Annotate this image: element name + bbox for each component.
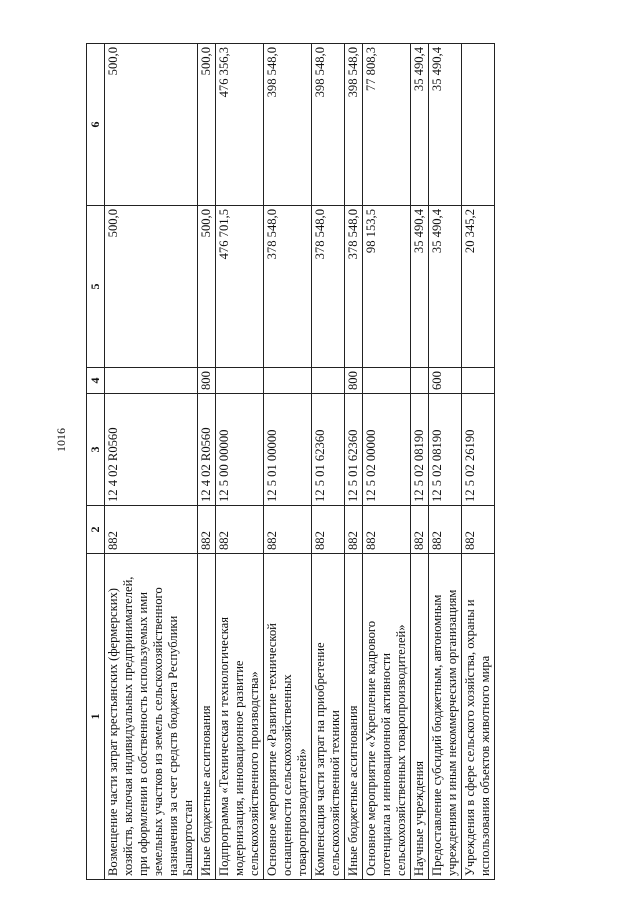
amount-year1-cell: 20 345,2 xyxy=(462,206,495,368)
amount-year1-cell: 378 548,0 xyxy=(264,206,312,368)
amount-year2-cell: 398 548,0 xyxy=(312,44,345,206)
table-row xyxy=(312,44,345,880)
header-cell: 5 xyxy=(87,206,105,368)
amount-year2-cell: 35 490,4 xyxy=(429,44,462,206)
table-row xyxy=(105,44,198,880)
target-article-cell: 12 4 02 R0560 xyxy=(105,394,198,506)
expense-type-cell xyxy=(105,368,198,394)
row-name-cell: Иные бюджетные ассигнования xyxy=(198,554,216,880)
target-article-cell: 12 5 01 00000 xyxy=(264,394,312,506)
table-row xyxy=(411,44,429,880)
expense-type-cell: 800 xyxy=(345,368,363,394)
row-name-cell: Основное мероприятие «Укрепление кадрового потенциала и инновационной активности сельскохозяйственных товаропроизводителей» xyxy=(363,554,411,880)
target-article-cell: 12 5 02 26190 xyxy=(462,394,495,506)
amount-year1-cell: 378 548,0 xyxy=(312,206,345,368)
ministry-code-cell: 882 xyxy=(411,506,429,554)
ministry-code-cell: 882 xyxy=(198,506,216,554)
table-row xyxy=(264,44,312,880)
row-name-cell: Компенсация части затрат на приобретение сельскохозяйственной техники xyxy=(312,554,345,880)
row-name-cell: Предоставление субсидий бюджетным, автономным учреждениям и иным некоммерческим организациям xyxy=(429,554,462,880)
amount-year2-cell: 500,0 xyxy=(105,44,198,206)
amount-year2-cell xyxy=(462,44,495,206)
rotated-page-content xyxy=(86,44,552,880)
amount-year2-cell: 398 548,0 xyxy=(345,44,363,206)
expense-type-cell xyxy=(216,368,264,394)
amount-year1-cell: 476 701,5 xyxy=(216,206,264,368)
expense-type-cell xyxy=(363,368,411,394)
target-article-cell: 12 5 02 08190 xyxy=(429,394,462,506)
ministry-code-cell: 882 xyxy=(363,506,411,554)
amount-year2-cell: 77 808,3 xyxy=(363,44,411,206)
amount-year1-cell: 98 153,5 xyxy=(363,206,411,368)
ministry-code-cell: 882 xyxy=(105,506,198,554)
row-name-cell: Научные учреждения xyxy=(411,554,429,880)
table-row xyxy=(198,44,216,880)
row-name-cell: Учреждения в сфере сельского хозяйства, охраны и использования объектов животного мира xyxy=(462,554,495,880)
target-article-cell: 12 5 00 00000 xyxy=(216,394,264,506)
amount-year2-cell: 500,0 xyxy=(198,44,216,206)
page-number: 1016 xyxy=(54,428,68,452)
header-cell: 3 xyxy=(87,394,105,506)
table-header-row xyxy=(87,44,105,880)
expense-type-cell xyxy=(264,368,312,394)
table-row xyxy=(462,44,495,880)
table-row xyxy=(429,44,462,880)
amount-year2-cell: 476 356,3 xyxy=(216,44,264,206)
amount-year1-cell: 500,0 xyxy=(198,206,216,368)
row-name-cell: Подпрограмма «Техническая и технологическая модернизация, инновационное развитие сельскохозяйственного производства» xyxy=(216,554,264,880)
amount-year1-cell: 35 490,4 xyxy=(411,206,429,368)
amount-year1-cell: 378 548,0 xyxy=(345,206,363,368)
table-row xyxy=(216,44,264,880)
row-name-cell: Основное мероприятие «Развитие технической оснащенности сельскохозяйственных товаропроизводителей» xyxy=(264,554,312,880)
amount-year1-cell: 500,0 xyxy=(105,206,198,368)
ministry-code-cell: 882 xyxy=(429,506,462,554)
ministry-code-cell: 882 xyxy=(264,506,312,554)
expense-type-cell: 800 xyxy=(198,368,216,394)
expense-type-cell xyxy=(312,368,345,394)
budget-table xyxy=(86,43,495,880)
target-article-cell: 12 5 02 08190 xyxy=(411,394,429,506)
amount-year2-cell: 35 490,4 xyxy=(411,44,429,206)
amount-year1-cell: 35 490,4 xyxy=(429,206,462,368)
amount-year2-cell: 398 548,0 xyxy=(264,44,312,206)
expense-type-cell xyxy=(462,368,495,394)
table-row xyxy=(345,44,363,880)
ministry-code-cell: 882 xyxy=(462,506,495,554)
ministry-code-cell: 882 xyxy=(312,506,345,554)
row-name-cell: Возмещение части затрат крестьянских (фермерских) хозяйств, включая индивидуальных предпринимателей, при оформлении в собственность используемых ими земельных участков из земель сельскохозяйственного назначения за счет средств бюджета Республики Башкортостан xyxy=(105,554,198,880)
ministry-code-cell: 882 xyxy=(345,506,363,554)
expense-type-cell: 600 xyxy=(429,368,462,394)
target-article-cell: 12 5 02 00000 xyxy=(363,394,411,506)
header-cell: 1 xyxy=(87,554,105,880)
target-article-cell: 12 5 01 62360 xyxy=(312,394,345,506)
table-body xyxy=(105,44,495,880)
ministry-code-cell: 882 xyxy=(216,506,264,554)
target-article-cell: 12 5 01 62360 xyxy=(345,394,363,506)
header-cell: 4 xyxy=(87,368,105,394)
target-article-cell: 12 4 02 R0560 xyxy=(198,394,216,506)
expense-type-cell xyxy=(411,368,429,394)
row-name-cell: Иные бюджетные ассигнования xyxy=(345,554,363,880)
table-row xyxy=(363,44,411,880)
header-cell: 2 xyxy=(87,506,105,554)
header-cell: 6 xyxy=(87,44,105,206)
